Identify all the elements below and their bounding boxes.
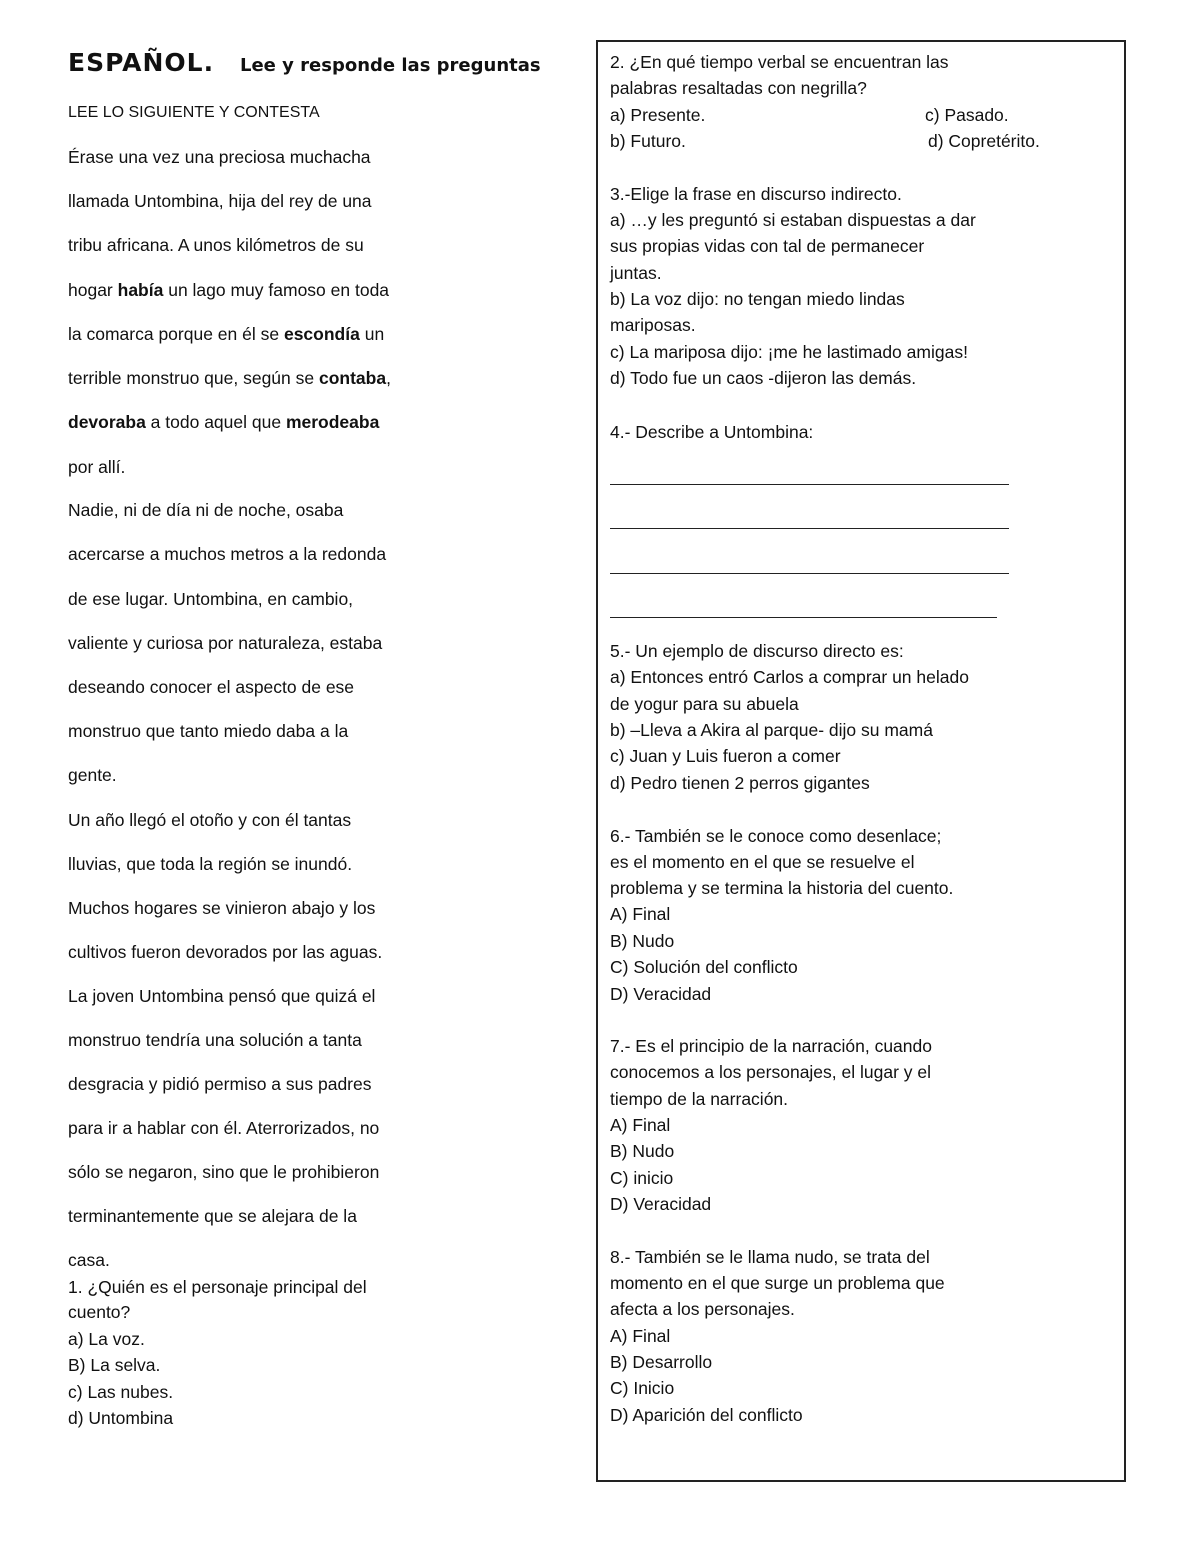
story-line	[68, 368, 391, 389]
story-line: terminantemente que se alejara de la	[68, 1206, 357, 1226]
answer-option-a-cont: sus propias vidas con tal de permanecer	[610, 236, 925, 256]
story-text-fragment: terrible monstruo que, según se	[68, 368, 319, 388]
question-text: problema y se termina la historia del cuento.	[610, 878, 954, 898]
question-text: 6.- También se le conoce como desenlace;	[610, 826, 942, 846]
story-line: llamada Untombina, hija del rey de una	[68, 191, 372, 211]
answer-line[interactable]	[610, 528, 1009, 529]
question-text: afecta a los personajes.	[610, 1299, 795, 1319]
story-line: monstruo que tanto miedo daba a la	[68, 721, 349, 741]
story-line: cultivos fueron devorados por las aguas.	[68, 942, 383, 962]
story-line	[68, 324, 384, 345]
answer-option-b: b) Futuro.	[610, 131, 686, 151]
answer-option-d: D) Veracidad	[610, 984, 712, 1004]
question-text: conocemos a los personajes, el lugar y el	[610, 1062, 932, 1082]
story-line: Un año llegó el otoño y con él tantas	[68, 810, 352, 830]
bold-verb: había	[117, 280, 164, 300]
story-text-fragment: ,	[386, 368, 391, 388]
answer-option-a: a) La voz.	[68, 1329, 145, 1349]
story-line: La joven Untombina pensó que quizá el	[68, 986, 376, 1006]
reading-instruction: LEE LO SIGUIENTE Y CONTESTA	[68, 104, 320, 121]
question-text: 7.- Es el principio de la narración, cuando	[610, 1036, 932, 1056]
story-line	[68, 412, 379, 433]
story-line: por allí.	[68, 457, 126, 477]
story-line: Érase una vez una preciosa muchacha	[68, 147, 371, 167]
question-text: cuento?	[68, 1302, 131, 1322]
answer-option-c: C) Solución del conflicto	[610, 957, 798, 977]
story-line: deseando conocer el aspecto de ese	[68, 677, 355, 697]
bold-verb: devoraba	[68, 412, 146, 432]
story-text-fragment: la comarca porque en él se	[68, 324, 284, 344]
answer-option-b-cont: mariposas.	[610, 315, 696, 335]
answer-option-c: c) La mariposa dijo: ¡me he lastimado amigas!	[610, 342, 968, 362]
question-text: palabras resaltadas con negrilla?	[610, 78, 867, 98]
answer-option-b: B) Nudo	[610, 931, 675, 951]
answer-option-c: C) Inicio	[610, 1378, 675, 1398]
answer-option-d: d) Todo fue un caos -dijeron las demás.	[610, 368, 917, 388]
story-line: Muchos hogares se vinieron abajo y los	[68, 898, 376, 918]
story-line: Nadie, ni de día ni de noche, osaba	[68, 500, 344, 520]
answer-line[interactable]	[610, 617, 997, 618]
bold-verb: escondía	[283, 324, 360, 344]
answer-option-a-cont: juntas.	[610, 263, 662, 283]
story-text-fragment: un	[359, 324, 385, 344]
question-text: 3.-Elige la frase en discurso indirecto.	[610, 184, 902, 204]
document-title: ESPAÑOL.	[68, 48, 215, 77]
story-line: monstruo tendría una solución a tanta	[68, 1030, 362, 1050]
story-text-fragment: hogar	[68, 280, 118, 300]
question-text: tiempo de la narración.	[610, 1089, 789, 1109]
story-line: gente.	[68, 765, 117, 785]
bold-verb: contaba	[318, 368, 387, 388]
answer-option-b: B) Nudo	[610, 1141, 675, 1161]
story-line: acercarse a muchos metros a la redonda	[68, 544, 387, 564]
answer-option-c: c) Juan y Luis fueron a comer	[610, 746, 841, 766]
story-line: lluvias, que toda la región se inundó.	[68, 854, 353, 874]
question-text: 2. ¿En qué tiempo verbal se encuentran las	[610, 52, 949, 72]
story-line: de ese lugar. Untombina, en cambio,	[68, 589, 354, 609]
answer-option-c: c) Pasado.	[925, 105, 1009, 125]
answer-option-a-cont: de yogur para su abuela	[610, 694, 799, 714]
answer-option-a: A) Final	[610, 904, 671, 924]
question-text: 4.- Describe a Untombina:	[610, 422, 814, 442]
answer-line[interactable]	[610, 484, 1009, 485]
answer-option-d: d) Untombina	[68, 1408, 174, 1428]
answer-option-b: B) Desarrollo	[610, 1352, 713, 1372]
answer-option-b: B) La selva.	[68, 1355, 161, 1375]
story-line: desgracia y pidió permiso a sus padres	[68, 1074, 372, 1094]
question-text: es el momento en el que se resuelve el	[610, 852, 915, 872]
story-line: sólo se negaron, sino que le prohibieron	[68, 1162, 380, 1182]
question-text: 8.- También se le llama nudo, se trata del	[610, 1247, 930, 1267]
answer-option-d: D) Aparición del conflicto	[610, 1405, 803, 1425]
story-line	[68, 280, 389, 301]
answer-option-a: A) Final	[610, 1326, 671, 1346]
question-text: 5.- Un ejemplo de discurso directo es:	[610, 641, 904, 661]
story-line: valiente y curiosa por naturaleza, estaba	[68, 633, 383, 653]
story-line: casa.	[68, 1250, 110, 1270]
story-line: tribu africana. A unos kilómetros de su	[68, 235, 364, 255]
answer-option-d: D) Veracidad	[610, 1194, 712, 1214]
answer-option-d: d) Copretérito.	[928, 131, 1040, 151]
story-line: para ir a hablar con él. Aterrorizados, no	[68, 1118, 380, 1138]
answer-option-a: a) …y les preguntó si estaban dispuestas a dar	[610, 210, 976, 230]
answer-option-b: b) La voz dijo: no tengan miedo lindas	[610, 289, 905, 309]
answer-option-b: b) –Lleva a Akira al parque- dijo su mamá	[610, 720, 933, 740]
story-text-fragment: un lago muy famoso en toda	[163, 280, 390, 300]
answer-option-d: d) Pedro tienen 2 perros gigantes	[610, 773, 870, 793]
answer-option-a: a) Presente.	[610, 105, 706, 125]
document-subtitle: Lee y responde las preguntas	[240, 55, 541, 76]
question-text: 1. ¿Quién es el personaje principal del	[68, 1277, 367, 1297]
answer-option-c: C) inicio	[610, 1168, 674, 1188]
bold-verb: merodeaba	[285, 412, 380, 432]
question-text: momento en el que surge un problema que	[610, 1273, 945, 1293]
answer-option-a: a) Entonces entró Carlos a comprar un helado	[610, 667, 969, 687]
answer-line[interactable]	[610, 573, 1009, 574]
story-text-fragment: a todo aquel que	[145, 412, 286, 432]
answer-option-a: A) Final	[610, 1115, 671, 1135]
answer-option-c: c) Las nubes.	[68, 1382, 174, 1402]
